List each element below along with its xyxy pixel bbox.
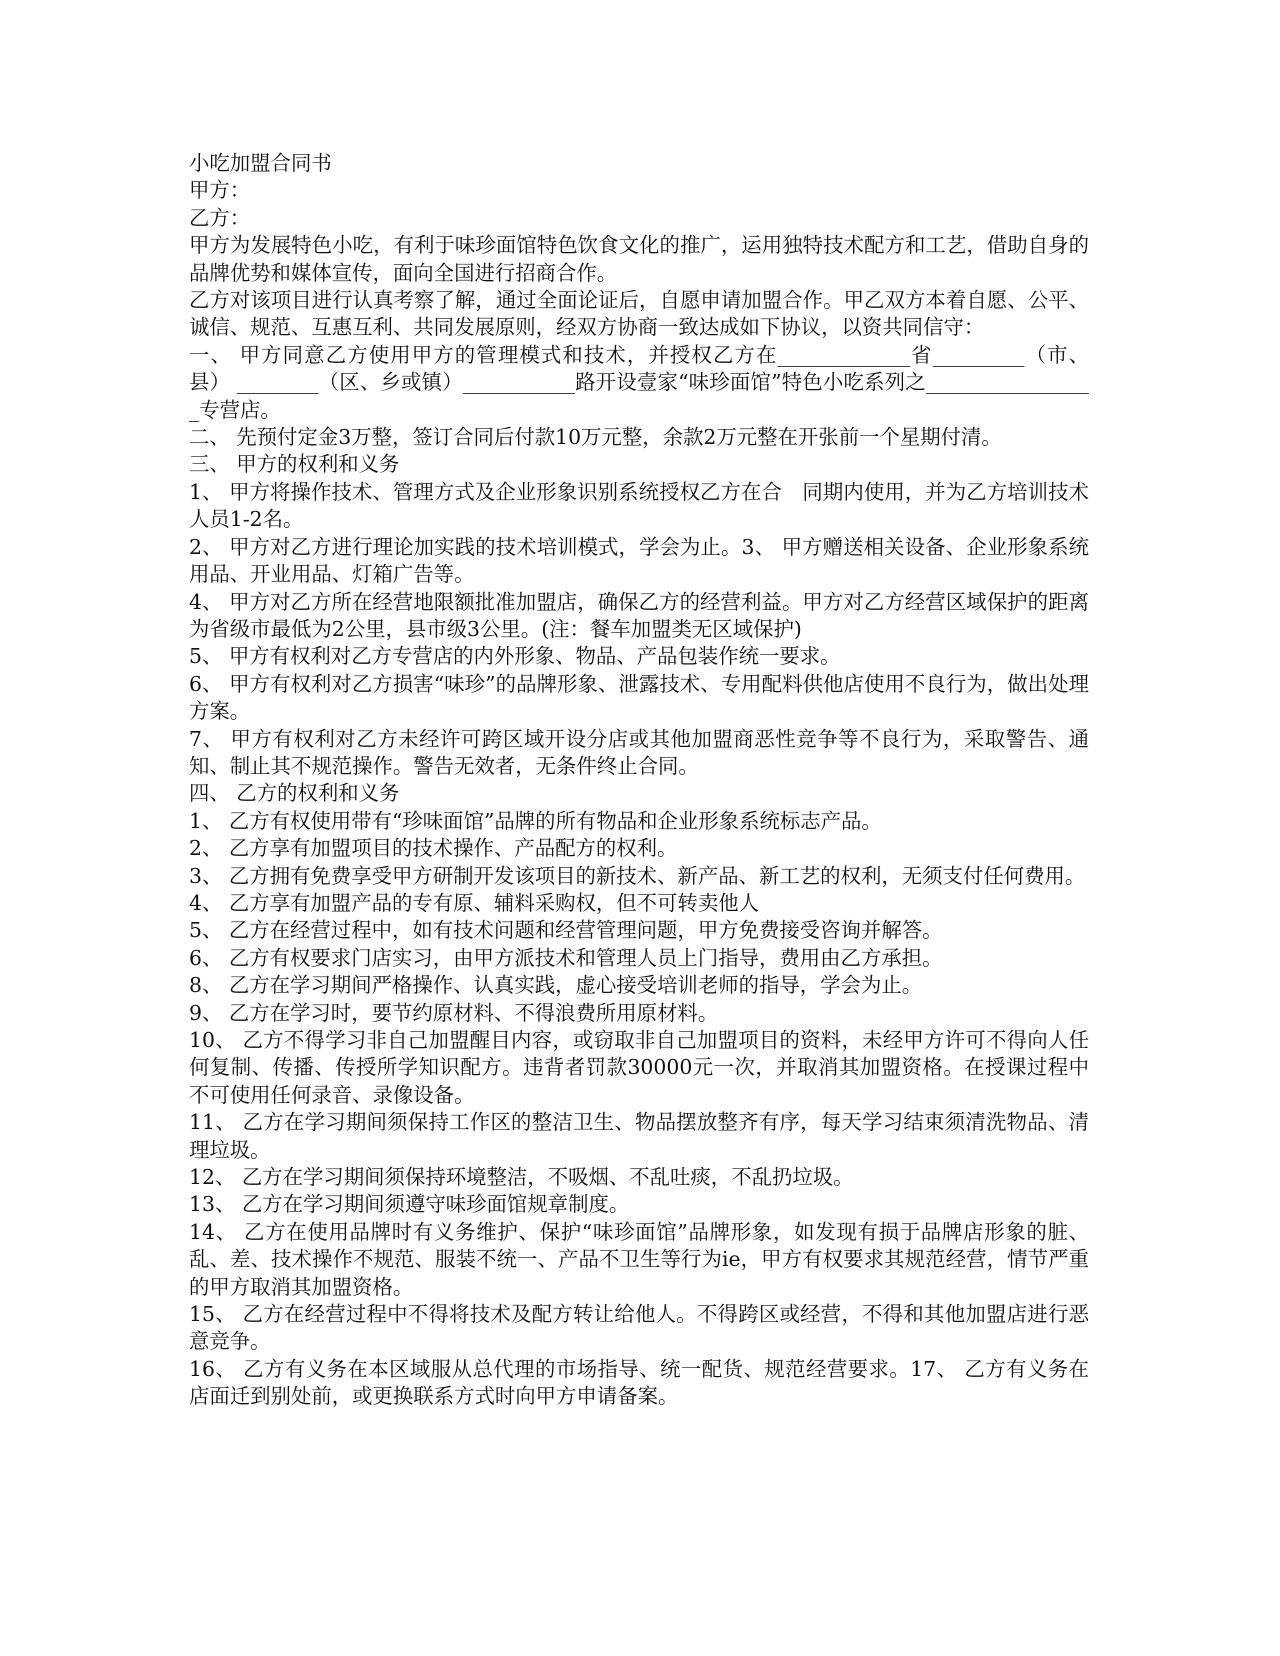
clause-item: 7、 甲方有权利对乙方未经许可跨区域开设分店或其他加盟商恶性竞争等不良行为，采取警告、通知、制止其不规范操作。警告无效者，无条件终止合同。 bbox=[189, 726, 1089, 778]
clause-item: 9、 乙方在学习时，要节约原材料、不得浪费所用原材料。 bbox=[189, 1000, 719, 1025]
section-heading: 四、 乙方的权利和义务 bbox=[189, 781, 400, 806]
clause-item: 4、 乙方享有加盟产品的专有原、辅料采购权，但不可转卖他人 bbox=[189, 890, 759, 915]
clause-item: 1、 乙方有权使用带有“珍味面馆”品牌的所有物品和企业形象系统标志产品。 bbox=[189, 808, 882, 833]
clause-item: 14、 乙方在使用品牌时有义务维护、保护“味珍面馆”品牌形象，如发现有损于品牌店形象的脏、乱、差、技术操作不规范、服装不统一、产品不卫生等行为ie，甲方有权要求其规范经营，情节严重的甲方取消其加盟资格。 bbox=[189, 1219, 1089, 1299]
clause-item: 1、 甲方将操作技术、管理方式及企业形象识别系统授权乙方在合 同期内使用，并为乙方培训技术人员1-2名。 bbox=[189, 479, 1089, 532]
document-title: 小吃加盟合同书 bbox=[189, 151, 332, 175]
clause-item: 6、 乙方有权要求门店实习，由甲方派技术和管理人员上门指导，费用由乙方承担。 bbox=[189, 945, 943, 970]
clause-item: 3、 乙方拥有免费享受甲方研制开发该项目的新技术、新产品、新工艺的权利，无须支付任何费用。 bbox=[189, 863, 1086, 888]
clause-item: 16、 乙方有义务在本区域服从总代理的市场指导、统一配货、规范经营要求。17、 乙方有义务在店面迁到别处前，或更换联系方式时向甲方申请备案。 bbox=[189, 1356, 1089, 1409]
party-b-line: 乙方： bbox=[189, 205, 251, 230]
clause-item: 2、 乙方享有加盟项目的技术操作、产品配方的权利。 bbox=[189, 836, 678, 861]
clause-item: 6、 甲方有权利对乙方损害“味珍”的品牌形象、泄露技术、专用配料供他店使用不良行为，做出处理方案。 bbox=[189, 671, 1089, 724]
clause-item: 2、 甲方对乙方进行理论加实践的技术培训模式，学会为止。3、 甲方赠送相关设备、企业形象系统用品、开业用品、灯箱广告等。 bbox=[189, 534, 1089, 587]
clause-item: 5、 甲方有权利对乙方专营店的内外形象、物品、产品包装作统一要求。 bbox=[189, 644, 841, 669]
section-heading: 三、 甲方的权利和义务 bbox=[189, 452, 400, 477]
clause-item: 4、 甲方对乙方所在经营地限额批准加盟店，确保乙方的经营利益。甲方对乙方经营区域保护的距离为省级市最低为2公里，县市级3公里。(注：餐车加盟类无区域保护) bbox=[189, 589, 1089, 641]
clause-item: 13、 乙方在学习期间须遵守味珍面馆规章制度。 bbox=[189, 1192, 630, 1217]
clause-item: 12、 乙方在学习期间须保持环境整洁，不吸烟、不乱吐痰，不乱扔垃圾。 bbox=[189, 1165, 854, 1190]
clause-item: 10、 乙方不得学习非自己加盟醒目内容，或窃取非自己加盟项目的资料，未经甲方许可不得向人任何复制、传播、传授所学知识配方。违背者罚款30000元一次，并取消其加盟资格。在授课过程中不可使用任何录音、录像设备。 bbox=[189, 1028, 1089, 1107]
intro-paragraph: 甲方为发展特色小吃，有利于味珍面馆特色饮食文化的推广，运用独特技术配方和工艺，借助自身的品牌优势和媒体宣传，面向全国进行招商合作。 bbox=[189, 233, 1089, 285]
clause-item: 5、 乙方在经营过程中，如有技术问题和经营管理问题，甲方免费接受咨询并解答。 bbox=[189, 918, 943, 943]
clause-paragraph: 一、 甲方同意乙方使用甲方的管理模式和技术，并授权乙方在_____________省_________（市、县） ________（区、乡或镇）___________路开设壹家“味珍面馆”特色小吃系列之_________________专营店。 bbox=[189, 342, 1089, 422]
clause-item: 15、 乙方在经营过程中不得将技术及配方转让给他人。不得跨区或经营，不得和其他加盟店进行恶意竞争。 bbox=[189, 1302, 1089, 1354]
clause-paragraph: 二、 先预付定金3万整，签订合同后付款10万元整，余款2万元整在开张前一个星期付清。 bbox=[189, 425, 1002, 450]
contract-document bbox=[189, 150, 1089, 1411]
clause-item: 11、 乙方在学习期间须保持工作区的整洁卫生、物品摆放整齐有序，每天学习结束须清洗物品、清理垃圾。 bbox=[189, 1110, 1089, 1162]
party-a-line: 甲方： bbox=[189, 178, 251, 203]
clause-item: 8、 乙方在学习期间严格操作、认真实践，虚心接受培训老师的指导，学会为止。 bbox=[189, 973, 923, 998]
intro-paragraph: 乙方对该项目进行认真考察了解，通过全面论证后，自愿申请加盟合作。甲乙双方本着自愿、公平、诚信、规范、互惠互利、共同发展原则，经双方协商一致达成如下协议，以资共同信守： bbox=[189, 288, 1089, 340]
